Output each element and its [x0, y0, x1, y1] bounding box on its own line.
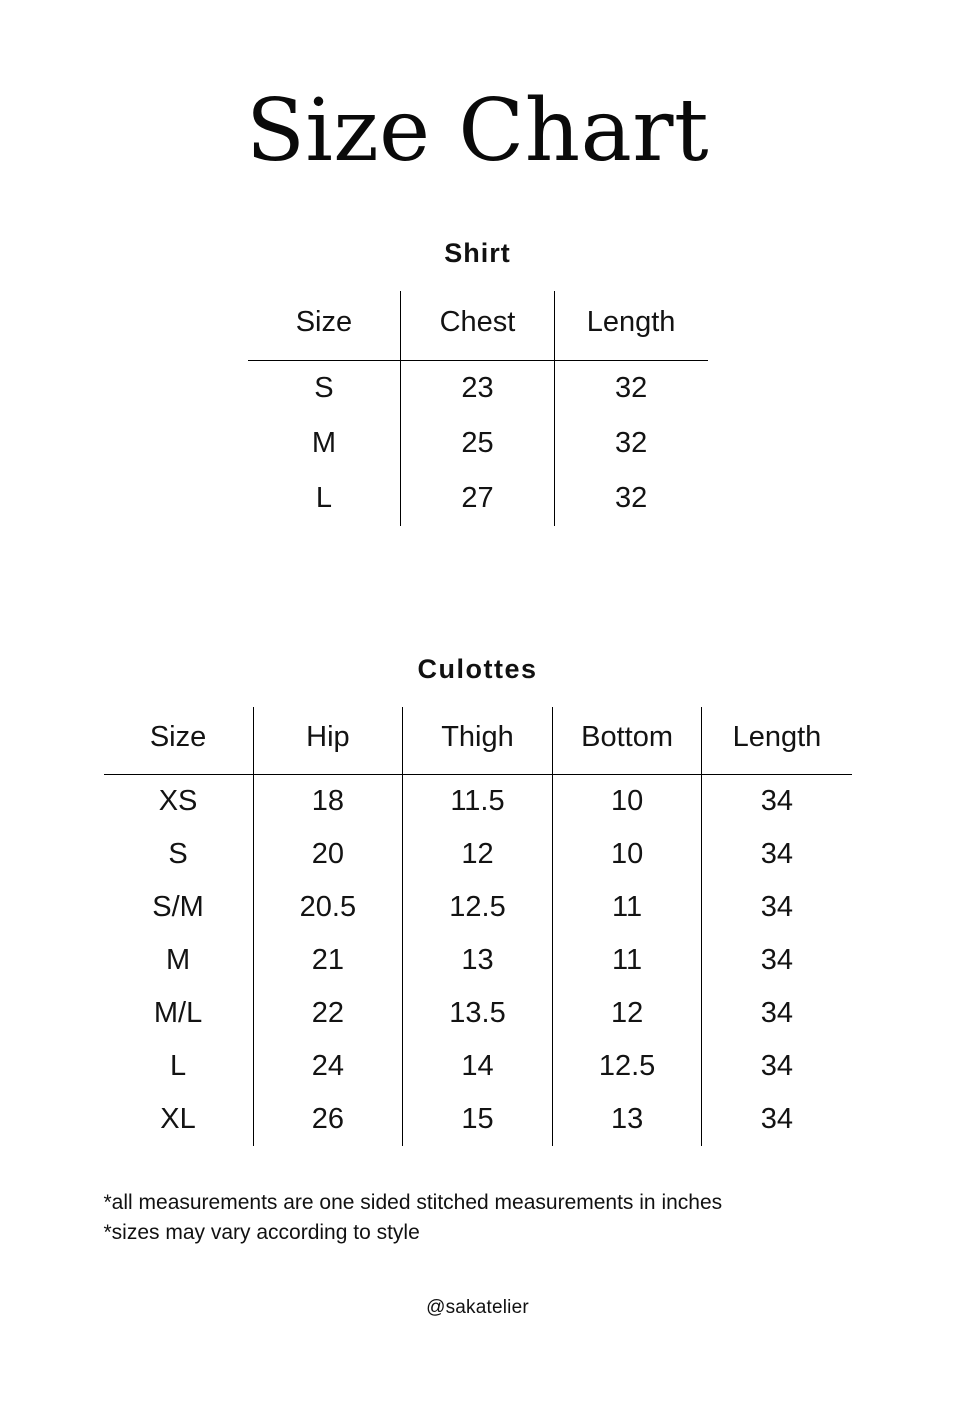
table-row [104, 987, 852, 1040]
culottes-cell-hip: 24 [253, 1040, 403, 1093]
culottes-cell-hip: 21 [253, 934, 403, 987]
culottes-cell-length: 34 [702, 775, 852, 829]
shirt-section [0, 174, 955, 526]
culottes-cell-thigh: 13 [403, 934, 553, 987]
shirt-cell-size: L [315, 482, 332, 514]
culottes-cell-bottom: 10 [552, 775, 702, 829]
culottes-cell-size: XL [160, 1103, 196, 1135]
shirt-size-table [248, 291, 708, 526]
culottes-cell-thigh: 12.5 [403, 881, 553, 934]
culottes-header-length: Length [702, 707, 852, 775]
culottes-cell-bottom: 11 [552, 881, 702, 934]
table-header-row [248, 291, 708, 361]
culottes-cell-bottom: 10 [552, 828, 702, 881]
culottes-section [0, 526, 955, 1146]
culottes-cell-thigh: 11.5 [403, 775, 553, 829]
table-row [248, 416, 708, 471]
shirt-cell-chest: 27 [401, 471, 554, 526]
table-row [104, 1093, 852, 1146]
measurement-notes [104, 1188, 852, 1249]
table-row [248, 471, 708, 526]
culottes-cell-hip: 26 [253, 1093, 403, 1146]
shirt-cell-size: M [311, 427, 336, 459]
shirt-section-title: Shirt [444, 238, 511, 268]
culottes-cell-bottom: 12.5 [552, 1040, 702, 1093]
culottes-cell-length: 34 [702, 934, 852, 987]
page-title: Size Chart [245, 81, 710, 181]
table-row [104, 1040, 852, 1093]
culottes-cell-thigh: 12 [403, 828, 553, 881]
shirt-header-length: Length [554, 291, 707, 361]
culottes-cell-hip: 20 [253, 828, 403, 881]
shirt-table-head [248, 291, 708, 361]
shirt-cell-chest: 23 [401, 361, 554, 417]
culottes-cell-bottom: 13 [552, 1093, 702, 1146]
culottes-cell-size: S [168, 838, 188, 870]
culottes-cell-length: 34 [702, 828, 852, 881]
culottes-table-head [104, 707, 852, 775]
culottes-cell-hip: 20.5 [253, 881, 403, 934]
culottes-cell-size: M/L [153, 997, 203, 1029]
culottes-cell-size: L [169, 1050, 187, 1082]
culottes-cell-hip: 22 [253, 987, 403, 1040]
culottes-cell-size: S/M [152, 891, 204, 923]
shirt-cell-length: 32 [554, 361, 707, 417]
brand-handle: @sakatelier [426, 1296, 529, 1318]
shirt-cell-chest: 25 [401, 416, 554, 471]
table-row [248, 361, 708, 417]
culottes-header-size: Size [149, 721, 207, 753]
table-row [104, 828, 852, 881]
shirt-header-chest: Chest [401, 291, 554, 361]
culottes-cell-size: XS [158, 785, 198, 817]
shirt-table-body [248, 361, 708, 527]
culottes-cell-bottom: 12 [552, 987, 702, 1040]
culottes-cell-bottom: 11 [552, 934, 702, 987]
culottes-cell-size: M [165, 944, 191, 976]
table-row [104, 775, 852, 829]
table-header-row [104, 707, 852, 775]
shirt-cell-length: 32 [554, 416, 707, 471]
shirt-cell-length: 32 [554, 471, 707, 526]
culottes-cell-length: 34 [702, 987, 852, 1040]
culottes-header-hip: Hip [253, 707, 403, 775]
culottes-size-table [104, 707, 852, 1146]
culottes-table-body [104, 775, 852, 1147]
culottes-header-thigh: Thigh [403, 707, 553, 775]
note-line: *all measurements are one sided stitched measurements in inches [103, 1191, 723, 1214]
culottes-cell-length: 34 [702, 881, 852, 934]
culottes-header-bottom: Bottom [552, 707, 702, 775]
table-row [104, 881, 852, 934]
culottes-cell-thigh: 15 [403, 1093, 553, 1146]
culottes-section-title: Culottes [417, 654, 538, 684]
shirt-header-size: Size [295, 306, 353, 338]
table-row [104, 934, 852, 987]
shirt-cell-size: S [314, 372, 334, 404]
culottes-cell-thigh: 13.5 [403, 987, 553, 1040]
note-line: *sizes may vary according to style [103, 1221, 420, 1245]
culottes-cell-hip: 18 [253, 775, 403, 829]
culottes-cell-length: 34 [702, 1040, 852, 1093]
culottes-cell-length: 34 [702, 1093, 852, 1146]
culottes-cell-thigh: 14 [403, 1040, 553, 1093]
